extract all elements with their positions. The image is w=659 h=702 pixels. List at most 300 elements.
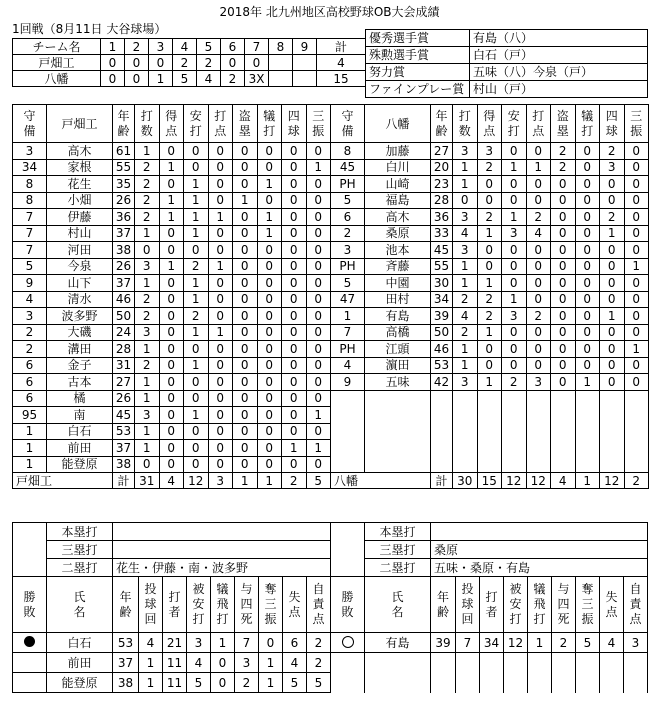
player-stat: 0 (159, 341, 184, 358)
age-header (431, 577, 456, 633)
player-stat: 0 (502, 357, 527, 374)
pitcher-stat: 11 (163, 653, 187, 673)
player-stat: 2 (526, 209, 551, 226)
player-stat: 0 (477, 192, 502, 209)
player-stat: 0 (600, 176, 625, 193)
player-stat: 1 (208, 324, 233, 341)
player-name: 大磯 (47, 324, 113, 341)
player-stat: 0 (575, 176, 600, 193)
player-stat: 2 (135, 357, 160, 374)
player-stat: 0 (624, 176, 649, 193)
vertical-label: 年 齢 (119, 589, 132, 619)
player-name: 橘 (47, 390, 113, 407)
player-stat: 1 (184, 291, 209, 308)
empty-cell (600, 653, 624, 673)
player-stat: 0 (624, 275, 649, 292)
player-stat: 1 (257, 209, 282, 226)
player-stat: 0 (233, 143, 258, 160)
player-stat: 0 (159, 440, 184, 457)
player-name: 溝田 (47, 341, 113, 358)
player-stat: 0 (233, 258, 258, 275)
empty-cell (331, 390, 365, 407)
pitcher-stat: 12 (504, 633, 528, 653)
player-stat: 0 (526, 357, 551, 374)
player-stat: 0 (257, 192, 282, 209)
result-mark (13, 653, 47, 673)
player-name: 加藤 (365, 143, 431, 160)
empty-cell (624, 673, 648, 693)
player-stat: 0 (282, 225, 307, 242)
vertical-label: 投 球 回 (144, 582, 157, 626)
empty-cell (576, 653, 600, 673)
pitcher-stat: 3 (235, 653, 259, 673)
player-stat: 0 (282, 291, 307, 308)
empty-cell (552, 673, 576, 693)
player-stat: 0 (624, 192, 649, 209)
empty-cell (526, 407, 551, 424)
player-name: 山崎 (365, 176, 431, 193)
player-stat: 1 (502, 159, 527, 176)
player-stat: 0 (257, 324, 282, 341)
player-stat: 0 (306, 308, 331, 325)
player-stat: 0 (257, 407, 282, 424)
team-total: 15 (317, 71, 366, 87)
xbh-label: 三塁打 (47, 541, 113, 559)
player-stat: 0 (624, 291, 649, 308)
player-stat: 0 (282, 407, 307, 424)
vertical-label: 盗 塁 (556, 108, 569, 138)
inning-score (293, 71, 317, 87)
empty-cell (431, 456, 453, 473)
player-stat: 0 (502, 242, 527, 259)
player-stat: 0 (159, 374, 184, 391)
player-stat: 0 (551, 341, 576, 358)
player-stat: 1 (135, 374, 160, 391)
pitcher-stat: 7 (235, 633, 259, 653)
pitcher-name: 有島 (365, 633, 431, 653)
empty-cell (504, 653, 528, 673)
pitch-stat-header (259, 577, 283, 633)
player-stat: 0 (233, 209, 258, 226)
empty-cell (331, 440, 365, 457)
player-stat: 1 (526, 159, 551, 176)
vertical-label: 失 点 (605, 589, 618, 619)
player-stat: 2 (502, 374, 527, 391)
inning-header: 9 (293, 39, 317, 55)
player-stat: 0 (159, 225, 184, 242)
player-stat: 0 (184, 440, 209, 457)
player-stat: 0 (526, 324, 551, 341)
pitcher-age: 38 (113, 673, 139, 693)
empty-cell (453, 407, 478, 424)
player-stat: 0 (257, 456, 282, 473)
vertical-label: 勝 敗 (341, 589, 354, 619)
player-stat: 1 (477, 275, 502, 292)
player-age: 37 (113, 440, 135, 457)
player-stat: 0 (575, 357, 600, 374)
empty-cell (624, 390, 649, 407)
player-stat: 0 (184, 242, 209, 259)
team-total-stat: 12 (600, 473, 625, 489)
empty-cell (431, 653, 456, 673)
empty-cell (600, 440, 625, 457)
pitch-stat-header (307, 577, 331, 633)
pitch-stat-header (600, 577, 624, 633)
player-stat: 0 (233, 176, 258, 193)
player-stat: 1 (135, 440, 160, 457)
player-stat: 0 (306, 456, 331, 473)
empty-cell (365, 423, 431, 440)
player-stat: 0 (526, 176, 551, 193)
pitcher-name: 能登原 (47, 673, 113, 693)
inning-score: 2 (197, 55, 221, 71)
empty-cell (575, 423, 600, 440)
player-stat: 1 (282, 440, 307, 457)
inning-score (293, 55, 317, 71)
player-stat: 0 (624, 159, 649, 176)
empty-cell (480, 673, 504, 693)
team-header: 戸畑工 (47, 105, 113, 143)
player-name: 金子 (47, 357, 113, 374)
player-stat: 0 (208, 176, 233, 193)
player-stat: 0 (208, 143, 233, 160)
player-name: 有島 (365, 308, 431, 325)
player-stat: 0 (526, 242, 551, 259)
empty-cell (453, 390, 478, 407)
award-label: 努力賞 (366, 64, 470, 81)
player-stat: 1 (184, 324, 209, 341)
player-stat: 0 (575, 258, 600, 275)
player-stat: 1 (135, 423, 160, 440)
inning-header: 3 (149, 39, 173, 55)
player-stat: 0 (575, 192, 600, 209)
player-stat: 3 (502, 225, 527, 242)
empty-cell (526, 390, 551, 407)
player-stat: 0 (257, 423, 282, 440)
player-stat: 0 (502, 192, 527, 209)
pitcher-stat: 1 (139, 653, 163, 673)
player-stat: 0 (184, 423, 209, 440)
pitch-stat-header (283, 577, 307, 633)
player-position: 9 (331, 374, 365, 391)
player-stat: 0 (526, 192, 551, 209)
empty-cell (331, 653, 365, 673)
empty-cell (526, 423, 551, 440)
player-stat: 0 (575, 324, 600, 341)
player-position: 7 (331, 324, 365, 341)
empty-cell (551, 440, 576, 457)
vertical-label: 守 備 (341, 108, 354, 138)
player-name: 山下 (47, 275, 113, 292)
player-stat: 0 (551, 374, 576, 391)
player-stat: 1 (135, 390, 160, 407)
player-stat: 0 (575, 159, 600, 176)
player-stat: 0 (257, 440, 282, 457)
pitcher-stat: 0 (211, 673, 235, 693)
inning-score: 2 (173, 55, 197, 71)
player-name: 桑原 (365, 225, 431, 242)
player-stat: 1 (306, 440, 331, 457)
player-stat: 0 (233, 308, 258, 325)
player-stat: 1 (159, 209, 184, 226)
pitch-stat-header (552, 577, 576, 633)
pitch-stat-header (139, 577, 163, 633)
player-stat: 0 (306, 390, 331, 407)
empty-cell (600, 423, 625, 440)
vertical-label: 打 者 (168, 589, 181, 619)
player-stat: 0 (282, 258, 307, 275)
empty-cell (477, 423, 502, 440)
player-stat: 0 (526, 341, 551, 358)
vertical-label: 三 振 (312, 108, 325, 138)
player-position: 2 (331, 225, 365, 242)
player-age: 31 (113, 357, 135, 374)
pitch-stat-header (624, 577, 648, 633)
player-stat: 3 (453, 209, 478, 226)
team-total-stat: 5 (306, 473, 331, 489)
player-age: 55 (431, 258, 453, 275)
player-stat: 0 (233, 291, 258, 308)
player-age: 53 (113, 423, 135, 440)
player-stat: 0 (282, 341, 307, 358)
stat-header (135, 105, 160, 143)
vertical-label: 打 数 (458, 108, 471, 138)
pitcher-stat: 6 (283, 633, 307, 653)
player-position: 1 (13, 440, 47, 457)
player-age: 50 (431, 324, 453, 341)
empty-cell (456, 673, 480, 693)
stat-header (477, 105, 502, 143)
player-position: 3 (331, 242, 365, 259)
xbh-players (431, 523, 648, 541)
player-position: 5 (13, 258, 47, 275)
player-name: 村山 (47, 225, 113, 242)
player-age: 28 (113, 341, 135, 358)
pitch-stat-header (211, 577, 235, 633)
inning-score: 5 (173, 71, 197, 87)
player-position: 9 (13, 275, 47, 292)
player-stat: 1 (184, 225, 209, 242)
empty-cell (624, 423, 649, 440)
pitcher-stat: 2 (307, 653, 331, 673)
player-name: 南 (47, 407, 113, 424)
player-stat: 0 (233, 440, 258, 457)
player-stat: 0 (624, 143, 649, 160)
vertical-label: 打 点 (532, 108, 545, 138)
award-label: 殊勲選手賞 (366, 47, 470, 64)
empty-cell (477, 456, 502, 473)
player-stat: 1 (135, 341, 160, 358)
player-age: 46 (113, 291, 135, 308)
player-name: 小畑 (47, 192, 113, 209)
empty-cell (576, 673, 600, 693)
player-stat: 0 (551, 357, 576, 374)
player-stat: 3 (600, 159, 625, 176)
player-stat: 0 (184, 374, 209, 391)
inning-header: 1 (101, 39, 125, 55)
player-stat: 1 (453, 176, 478, 193)
player-age: 27 (431, 143, 453, 160)
empty-cell (431, 390, 453, 407)
player-stat: 0 (624, 374, 649, 391)
pitcher-stat: 4 (283, 653, 307, 673)
player-stat: 0 (208, 390, 233, 407)
player-stat: 0 (477, 357, 502, 374)
pitcher-stat: 21 (163, 633, 187, 653)
player-stat: 0 (257, 390, 282, 407)
result-mark (13, 673, 47, 693)
player-stat: 0 (477, 341, 502, 358)
player-stat: 0 (282, 275, 307, 292)
inning-score (269, 55, 293, 71)
vertical-label: 氏 名 (73, 589, 86, 619)
team-total-stat: 12 (526, 473, 551, 489)
player-name: 河田 (47, 242, 113, 259)
stat-header (526, 105, 551, 143)
player-stat: 2 (551, 143, 576, 160)
player-stat: 0 (159, 324, 184, 341)
player-stat: 2 (477, 209, 502, 226)
inning-score: 3X (245, 71, 269, 87)
pitch-stat-header (480, 577, 504, 633)
stat-header (624, 105, 649, 143)
inning-header: 8 (269, 39, 293, 55)
player-position: 95 (13, 407, 47, 424)
player-age: 61 (113, 143, 135, 160)
team-header: 八幡 (365, 105, 431, 143)
player-age: 36 (431, 209, 453, 226)
player-age: 39 (431, 308, 453, 325)
award-label: ファインプレー賞 (366, 81, 470, 98)
player-stat: 1 (184, 407, 209, 424)
player-stat: 0 (282, 308, 307, 325)
player-stat: 2 (477, 291, 502, 308)
player-stat: 3 (453, 242, 478, 259)
inning-score: 0 (245, 55, 269, 71)
xbh-label: 三塁打 (365, 541, 431, 559)
player-stat: 0 (282, 456, 307, 473)
stat-header (282, 105, 307, 143)
pitch-stat-header (187, 577, 211, 633)
player-stat: 1 (208, 258, 233, 275)
player-stat: 1 (159, 192, 184, 209)
player-stat: 2 (453, 324, 478, 341)
home-batting-table (12, 104, 331, 489)
player-stat: 0 (551, 324, 576, 341)
empty-cell (480, 653, 504, 673)
inning-header: 7 (245, 39, 269, 55)
vertical-label: 奪 三 振 (264, 582, 277, 626)
player-name: 斉藤 (365, 258, 431, 275)
player-stat: 0 (306, 324, 331, 341)
player-stat: 2 (135, 308, 160, 325)
player-stat: 0 (502, 341, 527, 358)
pitch-stat-header (235, 577, 259, 633)
player-age: 23 (431, 176, 453, 193)
empty-cell (453, 423, 478, 440)
player-stat: 0 (600, 324, 625, 341)
total-header: 計 (317, 39, 366, 55)
empty-cell (502, 423, 527, 440)
player-age: 38 (113, 242, 135, 259)
player-stat: 0 (551, 291, 576, 308)
award-label: 優秀選手賞 (366, 30, 470, 47)
player-stat: 0 (233, 242, 258, 259)
inning-header: 2 (125, 39, 149, 55)
vertical-label: 被 安 打 (192, 582, 205, 626)
player-stat: 0 (600, 275, 625, 292)
inning-score: 0 (101, 55, 125, 71)
player-stat: 0 (159, 390, 184, 407)
stat-header (453, 105, 478, 143)
player-stat: 0 (233, 324, 258, 341)
empty-cell (365, 390, 431, 407)
player-name: 池本 (365, 242, 431, 259)
empty-cell (331, 673, 365, 693)
player-age: 30 (431, 275, 453, 292)
pitcher-stat: 4 (187, 653, 211, 673)
player-stat: 0 (306, 176, 331, 193)
inning-score: 0 (125, 55, 149, 71)
player-position: 45 (331, 159, 365, 176)
vertical-label: 安 打 (507, 108, 520, 138)
player-age: 33 (431, 225, 453, 242)
vertical-label: 年 齢 (435, 108, 448, 138)
stat-header (233, 105, 258, 143)
player-name: 田村 (365, 291, 431, 308)
vertical-label: 得 点 (165, 108, 178, 138)
empty-cell (575, 407, 600, 424)
player-stat: 0 (159, 308, 184, 325)
player-stat: 0 (233, 423, 258, 440)
inning-score: 0 (101, 71, 125, 87)
team-total-stat: 30 (453, 473, 478, 489)
stat-header (575, 105, 600, 143)
game-info: 1回戦（8月11日 大谷球場） (12, 22, 167, 36)
pitcher-stat: 0 (259, 633, 283, 653)
player-stat: 1 (502, 209, 527, 226)
age-header (113, 105, 135, 143)
player-stat: 0 (257, 341, 282, 358)
player-stat: 0 (184, 143, 209, 160)
player-stat: 0 (306, 341, 331, 358)
empty-cell (600, 407, 625, 424)
totals-label: 計 (431, 473, 453, 489)
player-stat: 0 (600, 357, 625, 374)
player-name: 家根 (47, 159, 113, 176)
player-stat: 1 (477, 374, 502, 391)
empty-cell (431, 440, 453, 457)
player-stat: 3 (135, 258, 160, 275)
player-stat: 1 (184, 192, 209, 209)
player-stat: 0 (208, 291, 233, 308)
age-header (431, 105, 453, 143)
player-stat: 0 (233, 225, 258, 242)
player-stat: 4 (453, 225, 478, 242)
player-stat: 0 (233, 390, 258, 407)
empty-cell (600, 456, 625, 473)
player-stat: 1 (600, 308, 625, 325)
player-stat: 0 (306, 258, 331, 275)
player-stat: 0 (575, 275, 600, 292)
empty-cell (365, 673, 431, 693)
player-stat: 1 (257, 225, 282, 242)
xbh-blank (331, 523, 365, 577)
empty-cell (477, 390, 502, 407)
player-name: 高橋 (365, 324, 431, 341)
xbh-label: 二塁打 (47, 559, 113, 577)
vertical-label: 四 球 (287, 108, 300, 138)
